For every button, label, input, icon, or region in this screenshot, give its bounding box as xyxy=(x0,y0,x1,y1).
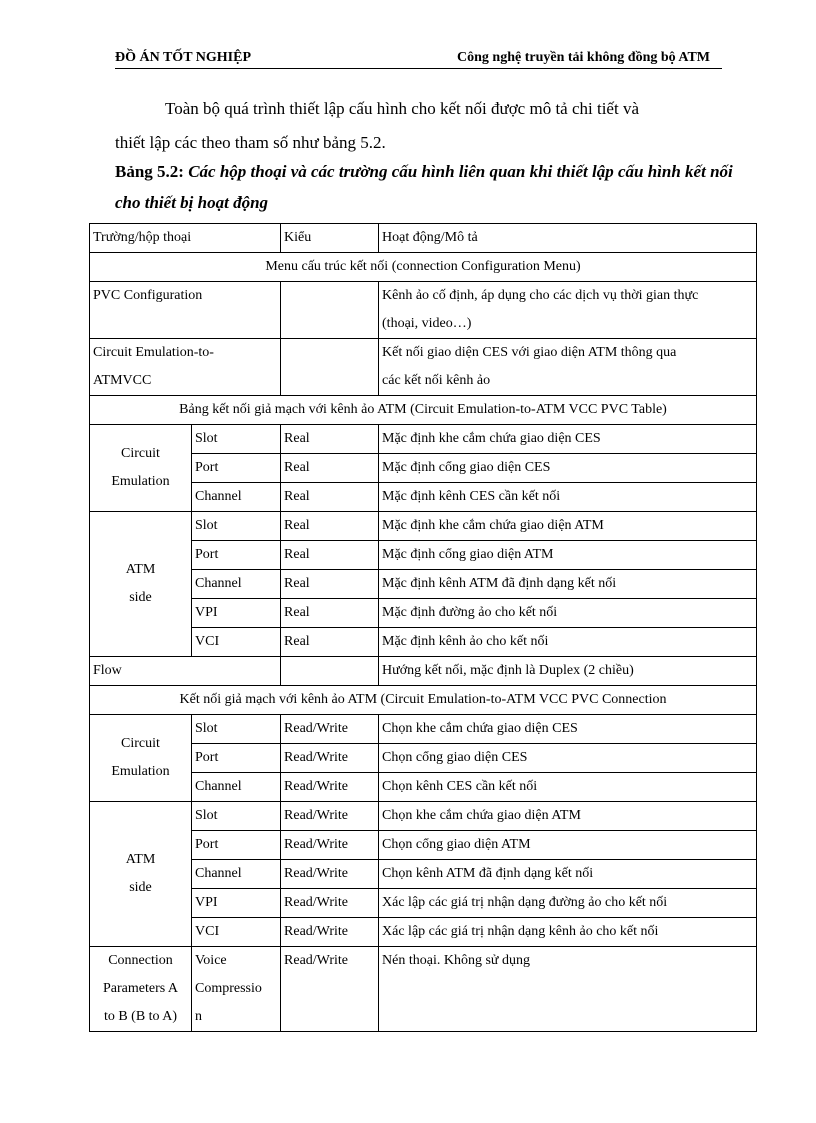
field-cell: VPI xyxy=(192,599,281,628)
header-field: Trường/hộp thoại xyxy=(90,224,281,253)
pvc-desc-1: Kênh ảo cố định, áp dụng cho các dịch vụ thời gian thực xyxy=(382,288,699,303)
type-cell: Read/Write xyxy=(281,889,379,918)
table-row xyxy=(90,657,757,686)
field-cell: Channel xyxy=(192,773,281,802)
table-row xyxy=(90,339,757,396)
group-atm-line1: ATM xyxy=(125,852,156,867)
pvc-type xyxy=(281,282,379,339)
type-cell: Real xyxy=(281,628,379,657)
page-header xyxy=(115,48,722,69)
pvc-desc xyxy=(379,282,757,339)
type-cell: Read/Write xyxy=(281,715,379,744)
conn-name xyxy=(90,947,192,1032)
table-row xyxy=(90,512,757,541)
desc-cell: Mặc định kênh ATM đã định dạng kết nối xyxy=(379,570,757,599)
type-cell: Real xyxy=(281,570,379,599)
field-cell: Slot xyxy=(192,715,281,744)
group-circuit-emulation xyxy=(90,425,192,512)
conn-field-1: Voice xyxy=(195,953,227,968)
header-right-title: Công nghệ truyền tải không đồng bộ ATM xyxy=(457,50,710,65)
conn-name-1: Connection xyxy=(108,953,173,968)
caption-label: Bảng 5.2: xyxy=(115,162,184,181)
pvc-name: PVC Configuration xyxy=(90,282,281,339)
desc-cell: Chọn kênh CES cần kết nối xyxy=(379,773,757,802)
desc-cell: Chọn kênh ATM đã định dạng kết nối xyxy=(379,860,757,889)
section-row xyxy=(90,396,757,425)
desc-cell: Mặc định kênh ảo cho kết nối xyxy=(379,628,757,657)
type-cell: Read/Write xyxy=(281,831,379,860)
section-title-2: Bảng kết nối giả mạch với kênh ảo ATM (Circuit Emulation-to-ATM VCC PVC Table) xyxy=(90,396,757,425)
conn-name-3: to B (B to A) xyxy=(103,1009,178,1024)
ce-name xyxy=(90,339,281,396)
conn-field-3: n xyxy=(195,1009,202,1024)
type-cell: Real xyxy=(281,541,379,570)
ce-name-1: Circuit Emulation-to- xyxy=(93,345,214,360)
type-cell: Real xyxy=(281,483,379,512)
type-cell: Real xyxy=(281,425,379,454)
type-cell: Read/Write xyxy=(281,802,379,831)
desc-cell: Xác lập các giá trị nhận dạng đường ảo cho kết nối xyxy=(379,889,757,918)
section-row xyxy=(90,253,757,282)
field-cell: Port xyxy=(192,454,281,483)
section-title-3: Kết nối giả mạch với kênh ảo ATM (Circuit Emulation-to-ATM VCC PVC Connection xyxy=(90,686,757,715)
type-cell: Read/Write xyxy=(281,918,379,947)
group-atm-side xyxy=(90,512,192,657)
group-circuit-emulation-2 xyxy=(90,715,192,802)
conn-field xyxy=(192,947,281,1032)
group-ce-line1: Circuit xyxy=(121,446,160,461)
desc-cell: Chọn cổng giao diện CES xyxy=(379,744,757,773)
ce-desc-2: các kết nối kênh ảo xyxy=(382,373,491,388)
desc-cell: Mặc định khe cắm chứa giao diện ATM xyxy=(379,512,757,541)
flow-name: Flow xyxy=(90,657,281,686)
caption-text: Các hộp thoại và các trường cấu hình liên quan khi thiết lập cấu hình kết nối cho thiết bị hoạt động xyxy=(115,162,733,212)
group-atm-line1: ATM xyxy=(125,562,156,577)
type-cell: Read/Write xyxy=(281,773,379,802)
conn-type: Read/Write xyxy=(281,947,379,1032)
desc-cell: Mặc định khe cắm chứa giao diện CES xyxy=(379,425,757,454)
field-cell: Port xyxy=(192,744,281,773)
group-atm-side-2 xyxy=(90,802,192,947)
field-cell: Channel xyxy=(192,860,281,889)
group-ce-line2: Emulation xyxy=(111,474,170,489)
table-row xyxy=(90,282,757,339)
group-atm-line2: side xyxy=(129,590,152,605)
field-cell: VCI xyxy=(192,918,281,947)
desc-cell: Mặc định cổng giao diện CES xyxy=(379,454,757,483)
intro-line-2: thiết lập các theo tham số như bảng 5.2. xyxy=(115,133,386,152)
group-ce-line2: Emulation xyxy=(111,764,170,779)
conn-desc: Nén thoại. Không sử dụng xyxy=(379,947,757,1032)
desc-cell: Xác lập các giá trị nhận dạng kênh ảo cho kết nối xyxy=(379,918,757,947)
config-table xyxy=(89,223,757,1032)
intro-line-1: Toàn bộ quá trình thiết lập cấu hình cho kết nối được mô tả chi tiết và xyxy=(165,99,639,118)
pvc-desc-2: (thoại, video…) xyxy=(382,316,472,331)
conn-field-2: Compressio xyxy=(195,981,262,996)
field-cell: VPI xyxy=(192,889,281,918)
flow-desc: Hướng kết nối, mặc định là Duplex (2 chiều) xyxy=(379,657,757,686)
group-atm-line2: side xyxy=(129,880,152,895)
field-cell: Port xyxy=(192,831,281,860)
field-cell: Channel xyxy=(192,483,281,512)
desc-cell: Chọn khe cắm chứa giao diện CES xyxy=(379,715,757,744)
header-left-title: ĐỒ ÁN TỐT NGHIỆP xyxy=(115,50,252,65)
header-type: Kiểu xyxy=(281,224,379,253)
conn-name-2: Parameters A xyxy=(102,981,179,996)
field-cell: Channel xyxy=(192,570,281,599)
desc-cell: Mặc định cổng giao diện ATM xyxy=(379,541,757,570)
desc-cell: Chọn khe cắm chứa giao diện ATM xyxy=(379,802,757,831)
field-cell: Slot xyxy=(192,802,281,831)
table-row xyxy=(90,715,757,744)
header-desc: Hoạt động/Mô tả xyxy=(379,224,757,253)
flow-type xyxy=(281,657,379,686)
ce-name-2: ATMVCC xyxy=(93,373,152,388)
field-cell: Slot xyxy=(192,512,281,541)
type-cell: Real xyxy=(281,454,379,483)
intro-paragraph xyxy=(115,92,723,160)
field-cell: VCI xyxy=(192,628,281,657)
ce-desc-1: Kết nối giao diện CES với giao diện ATM thông qua xyxy=(382,345,677,360)
field-cell: Port xyxy=(192,541,281,570)
type-cell: Real xyxy=(281,512,379,541)
desc-cell: Mặc định kênh CES cần kết nối xyxy=(379,483,757,512)
table-caption xyxy=(115,156,735,218)
desc-cell: Mặc định đường ảo cho kết nối xyxy=(379,599,757,628)
section-title-1: Menu cấu trúc kết nối (connection Configuration Menu) xyxy=(90,253,757,282)
ce-desc xyxy=(379,339,757,396)
group-ce-line1: Circuit xyxy=(121,736,160,751)
type-cell: Real xyxy=(281,599,379,628)
ce-type xyxy=(281,339,379,396)
desc-cell: Chọn cổng giao diện ATM xyxy=(379,831,757,860)
type-cell: Read/Write xyxy=(281,744,379,773)
field-cell: Slot xyxy=(192,425,281,454)
table-row xyxy=(90,947,757,1032)
type-cell: Read/Write xyxy=(281,860,379,889)
table-header-row xyxy=(90,224,757,253)
section-row xyxy=(90,686,757,715)
table-row xyxy=(90,802,757,831)
table-row xyxy=(90,425,757,454)
